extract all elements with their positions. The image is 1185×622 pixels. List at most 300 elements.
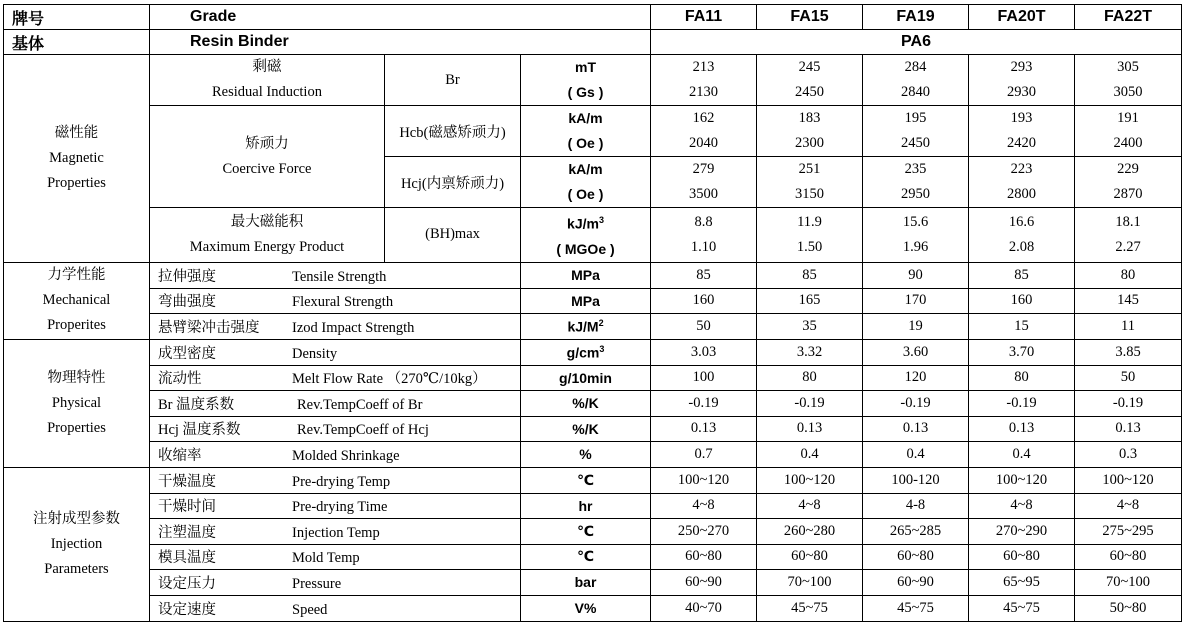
value-text: 4~8 bbox=[1116, 497, 1140, 514]
property-name bbox=[150, 595, 521, 621]
property-name-en: Rev.TempCoeff of Hcj bbox=[297, 422, 429, 439]
value-text: 85 bbox=[1014, 266, 1029, 283]
value-cell-line: 193 bbox=[1010, 110, 1033, 126]
value-cell bbox=[863, 493, 969, 518]
mechanical-group-label bbox=[4, 262, 150, 339]
value-cell bbox=[1075, 544, 1182, 569]
table-row bbox=[4, 493, 1182, 518]
value-cell-line: 251 bbox=[798, 161, 821, 177]
value-cell-line: 229 bbox=[1117, 161, 1139, 177]
value-text: 3.03 bbox=[690, 343, 717, 360]
value-cell bbox=[1075, 365, 1182, 390]
value-cell bbox=[863, 157, 969, 208]
value-text: 270~290 bbox=[995, 522, 1048, 539]
property-name-zh: Hcj 温度系数 bbox=[158, 422, 241, 439]
value-cell bbox=[969, 544, 1075, 569]
unit-cell bbox=[521, 416, 651, 441]
unit-cell bbox=[521, 441, 651, 467]
value-cell bbox=[651, 518, 757, 544]
property-name-en: Melt Flow Rate （270℃/10kg） bbox=[292, 371, 487, 388]
value-text: 35 bbox=[802, 317, 817, 334]
value-cell-line: 2950 bbox=[901, 186, 931, 202]
unit-text: %/K bbox=[572, 395, 599, 412]
value-text: 0.4 bbox=[800, 445, 819, 462]
value-cell bbox=[863, 262, 969, 288]
value-cell-line: 1.10 bbox=[690, 238, 717, 255]
value-cell bbox=[1075, 416, 1182, 441]
property-name-en: Rev.TempCoeff of Br bbox=[297, 396, 423, 413]
value-cell-line: 2400 bbox=[1113, 135, 1143, 151]
value-text: 0.7 bbox=[694, 445, 713, 462]
property-name bbox=[150, 288, 521, 313]
unit-text: % bbox=[579, 446, 592, 463]
unit-text: ( Oe ) bbox=[567, 186, 604, 202]
value-text: 0.4 bbox=[1012, 445, 1031, 462]
unit-cell bbox=[521, 467, 651, 493]
unit-text: V% bbox=[574, 600, 597, 617]
property-name-zh: 干燥时间 bbox=[158, 499, 216, 516]
value-cell bbox=[651, 569, 757, 595]
value-text: 15 bbox=[1014, 317, 1029, 334]
property-name bbox=[150, 365, 521, 390]
value-text: 85 bbox=[696, 266, 711, 283]
value-text: 0.13 bbox=[796, 420, 823, 437]
value-cell bbox=[651, 339, 757, 365]
value-cell-line: 2450 bbox=[795, 84, 825, 100]
property-name-line: 剩磁 bbox=[252, 59, 282, 75]
value-cell bbox=[651, 288, 757, 313]
value-text: 60~80 bbox=[1003, 548, 1040, 565]
unit-superscript: 3 bbox=[599, 343, 605, 354]
binder-label-zh: 基体 bbox=[4, 30, 150, 55]
value-text: -0.19 bbox=[900, 394, 931, 411]
value-text: 100~120 bbox=[677, 471, 730, 488]
grade-name: FA20T bbox=[969, 5, 1075, 30]
value-cell-line: 3500 bbox=[689, 186, 719, 202]
value-text: 4-8 bbox=[905, 497, 926, 514]
value-cell bbox=[757, 313, 863, 339]
group-name-en: Properties bbox=[47, 419, 106, 436]
value-cell bbox=[757, 544, 863, 569]
value-text: 45~75 bbox=[791, 599, 828, 616]
value-cell bbox=[863, 390, 969, 416]
value-cell bbox=[1075, 55, 1182, 106]
unit-text: hr bbox=[578, 497, 593, 514]
unit-text: MPa bbox=[571, 267, 600, 284]
value-text: 60~80 bbox=[791, 548, 828, 565]
value-cell-line: 2450 bbox=[901, 135, 931, 151]
grade-name: FA15 bbox=[757, 5, 863, 30]
unit-text: ( MGOe ) bbox=[556, 240, 615, 257]
value-cell-line: 2040 bbox=[689, 135, 719, 151]
unit-line bbox=[521, 208, 650, 237]
value-cell-line: 3150 bbox=[795, 186, 825, 202]
value-cell bbox=[1075, 595, 1182, 621]
property-name bbox=[150, 467, 521, 493]
unit-cell bbox=[521, 157, 651, 208]
value-text: 60~80 bbox=[685, 548, 722, 565]
value-text: -0.19 bbox=[688, 394, 719, 411]
value-cell bbox=[757, 569, 863, 595]
table-row bbox=[4, 569, 1182, 595]
value-cell bbox=[1075, 518, 1182, 544]
unit-line bbox=[521, 55, 650, 80]
value-cell bbox=[1075, 157, 1182, 208]
group-name-en: Properties bbox=[47, 174, 106, 191]
group-name-zh: 注射成型参数 bbox=[33, 510, 120, 527]
value-text: 145 bbox=[1117, 292, 1139, 309]
group-name-en: Magnetic bbox=[49, 149, 104, 166]
unit-text: %/K bbox=[572, 420, 599, 437]
value-cell bbox=[1075, 313, 1182, 339]
value-cell bbox=[1075, 208, 1182, 263]
property-name bbox=[150, 441, 521, 467]
value-text: 165 bbox=[798, 292, 821, 309]
value-text: 265~285 bbox=[889, 522, 942, 539]
value-text: 3.85 bbox=[1115, 343, 1141, 360]
table-row bbox=[4, 365, 1182, 390]
value-cell bbox=[969, 106, 1075, 157]
unit-cell bbox=[521, 55, 651, 106]
value-cell-line: 2420 bbox=[1007, 135, 1037, 151]
value-cell-line: 16.6 bbox=[1008, 213, 1035, 230]
property-name-en: Izod Impact Strength bbox=[292, 319, 415, 336]
value-cell-line: 3050 bbox=[1113, 84, 1143, 100]
value-cell-line: 284 bbox=[904, 59, 927, 75]
table-row bbox=[4, 518, 1182, 544]
value-cell-line: 2130 bbox=[689, 84, 719, 100]
value-text: 4~8 bbox=[692, 497, 715, 514]
property-name-zh: 拉伸强度 bbox=[158, 268, 216, 285]
value-text: 160 bbox=[1010, 292, 1033, 309]
unit-line bbox=[521, 157, 650, 182]
value-cell-line: 2.08 bbox=[1008, 238, 1035, 255]
table-row bbox=[4, 55, 1182, 106]
value-cell bbox=[1075, 339, 1182, 365]
grade-label-zh: 牌号 bbox=[4, 5, 150, 30]
value-cell-line: 2.27 bbox=[1115, 238, 1141, 255]
property-symbol bbox=[385, 208, 521, 263]
value-text: 120 bbox=[904, 369, 927, 386]
value-cell bbox=[757, 467, 863, 493]
property-name-zh: 弯曲强度 bbox=[158, 294, 216, 311]
value-cell bbox=[1075, 493, 1182, 518]
value-text: 60~80 bbox=[1109, 548, 1147, 565]
value-cell bbox=[863, 339, 969, 365]
value-cell-line: 183 bbox=[798, 110, 821, 126]
property-name-zh: 设定压力 bbox=[158, 575, 216, 592]
property-name-en: Density bbox=[292, 345, 338, 362]
value-cell-line: 2930 bbox=[1007, 84, 1037, 100]
value-cell bbox=[651, 106, 757, 157]
property-name-zh: 成型密度 bbox=[158, 345, 216, 362]
value-cell bbox=[863, 416, 969, 441]
unit-text: kJ/m bbox=[567, 215, 599, 232]
value-cell bbox=[969, 493, 1075, 518]
value-text: 3.60 bbox=[902, 343, 929, 360]
unit-text: kA/m bbox=[568, 110, 603, 126]
value-cell-line: 279 bbox=[692, 161, 715, 177]
property-name-en: Pre-drying Temp bbox=[292, 473, 391, 490]
value-cell-line: 223 bbox=[1010, 161, 1033, 177]
value-cell-line: 2840 bbox=[901, 84, 931, 100]
value-text: 100 bbox=[692, 369, 715, 386]
value-cell bbox=[969, 55, 1075, 106]
value-text: 100-120 bbox=[891, 471, 940, 488]
value-cell bbox=[757, 441, 863, 467]
value-cell bbox=[651, 416, 757, 441]
grade-name: FA19 bbox=[863, 5, 969, 30]
value-cell bbox=[1075, 288, 1182, 313]
value-text: 0.13 bbox=[1115, 420, 1141, 437]
group-name-en: Mechanical bbox=[42, 292, 111, 309]
unit-text: ( Gs ) bbox=[567, 84, 604, 100]
property-name bbox=[150, 493, 521, 518]
value-cell bbox=[757, 339, 863, 365]
unit-cell bbox=[521, 262, 651, 288]
value-cell bbox=[863, 208, 969, 263]
physical-group-label bbox=[4, 339, 150, 467]
value-cell bbox=[757, 390, 863, 416]
value-cell bbox=[651, 493, 757, 518]
property-name-zh: 注塑温度 bbox=[158, 524, 216, 541]
unit-cell bbox=[521, 106, 651, 157]
unit-text: bar bbox=[574, 574, 597, 591]
property-name-line: 矫顽力 bbox=[245, 135, 289, 152]
value-text: 100~120 bbox=[1102, 471, 1154, 488]
value-cell bbox=[757, 365, 863, 390]
property-name-zh: 悬臂梁冲击强度 bbox=[158, 319, 260, 336]
table-row bbox=[4, 313, 1182, 339]
magnetic-group-label bbox=[4, 55, 150, 263]
value-text: 45~75 bbox=[1003, 599, 1040, 616]
value-cell bbox=[651, 441, 757, 467]
unit-cell bbox=[521, 595, 651, 621]
value-cell bbox=[969, 288, 1075, 313]
property-name-zh: 干燥温度 bbox=[158, 473, 216, 490]
value-cell bbox=[651, 55, 757, 106]
unit-cell bbox=[521, 288, 651, 313]
table-row bbox=[4, 544, 1182, 569]
value-cell bbox=[863, 595, 969, 621]
value-cell-line: 245 bbox=[798, 59, 821, 75]
property-name-line: Maximum Energy Product bbox=[189, 238, 345, 255]
property-name bbox=[150, 390, 521, 416]
property-name-zh: 收缩率 bbox=[158, 447, 202, 464]
value-cell bbox=[651, 544, 757, 569]
unit-cell bbox=[521, 493, 651, 518]
value-cell bbox=[651, 365, 757, 390]
value-text: 11 bbox=[1121, 317, 1135, 334]
value-cell bbox=[863, 365, 969, 390]
property-name-en: Tensile Strength bbox=[292, 268, 387, 285]
property-name-en: Pre-drying Time bbox=[292, 499, 388, 516]
value-text: 85 bbox=[802, 266, 817, 283]
table-row bbox=[4, 262, 1182, 288]
value-text: 3.70 bbox=[1008, 343, 1035, 360]
value-cell bbox=[651, 313, 757, 339]
value-cell-line: 8.8 bbox=[694, 213, 713, 230]
table-body bbox=[4, 5, 1182, 622]
value-cell bbox=[969, 157, 1075, 208]
value-text: 19 bbox=[908, 317, 923, 334]
unit-text: g/cm bbox=[566, 344, 600, 361]
group-name-en: Parameters bbox=[44, 560, 109, 577]
property-name-line: Coercive Force bbox=[222, 160, 312, 177]
value-text: 0.13 bbox=[690, 420, 717, 437]
value-cell bbox=[651, 262, 757, 288]
property-symbol-text: Hcj(内禀矫顽力) bbox=[400, 175, 505, 192]
value-cell bbox=[969, 390, 1075, 416]
property-name-en: Speed bbox=[292, 601, 328, 618]
property-symbol-text: Br bbox=[445, 71, 460, 88]
value-text: 65~95 bbox=[1003, 573, 1040, 590]
value-cell bbox=[863, 569, 969, 595]
value-cell bbox=[757, 416, 863, 441]
value-cell bbox=[757, 288, 863, 313]
injection-group-label bbox=[4, 467, 150, 621]
value-text: 260~280 bbox=[783, 522, 836, 539]
value-text: 160 bbox=[692, 292, 715, 309]
unit-text: ℃ bbox=[577, 471, 594, 488]
value-cell-line: 305 bbox=[1117, 59, 1139, 75]
value-cell-line: 2800 bbox=[1007, 186, 1037, 202]
property-name-en: Mold Temp bbox=[292, 550, 360, 567]
value-cell bbox=[863, 518, 969, 544]
property-name-en: Pressure bbox=[292, 575, 342, 592]
value-cell bbox=[969, 518, 1075, 544]
value-text: 100~120 bbox=[783, 471, 836, 488]
unit-text: kJ/M bbox=[567, 318, 599, 335]
value-cell bbox=[969, 416, 1075, 441]
value-cell bbox=[1075, 569, 1182, 595]
value-cell bbox=[863, 441, 969, 467]
value-cell-line: 1.50 bbox=[796, 238, 823, 255]
value-cell bbox=[757, 106, 863, 157]
table-row bbox=[4, 441, 1182, 467]
value-text: 170 bbox=[904, 292, 927, 309]
value-cell-line: 11.9 bbox=[797, 213, 822, 230]
table-row bbox=[4, 339, 1182, 365]
unit-cell bbox=[521, 208, 651, 263]
value-cell bbox=[969, 365, 1075, 390]
value-text: 250~270 bbox=[677, 522, 730, 539]
value-text: 80 bbox=[1014, 369, 1029, 386]
table-row bbox=[4, 416, 1182, 441]
unit-text: MPa bbox=[571, 292, 600, 309]
value-text: 70~100 bbox=[787, 573, 832, 590]
property-name bbox=[150, 208, 385, 263]
unit-cell bbox=[521, 518, 651, 544]
value-cell-line: 1.96 bbox=[902, 238, 929, 255]
value-cell bbox=[757, 493, 863, 518]
table-row bbox=[4, 390, 1182, 416]
value-cell bbox=[863, 467, 969, 493]
value-text: 70~100 bbox=[1105, 573, 1151, 590]
value-cell bbox=[651, 390, 757, 416]
value-cell bbox=[969, 569, 1075, 595]
group-name-en: Properites bbox=[47, 317, 106, 334]
value-cell-line: 18.1 bbox=[1115, 213, 1141, 230]
unit-cell bbox=[521, 365, 651, 390]
property-name bbox=[150, 55, 385, 106]
value-cell bbox=[651, 157, 757, 208]
property-name bbox=[150, 416, 521, 441]
value-cell bbox=[757, 55, 863, 106]
property-name-en: Molded Shrinkage bbox=[292, 447, 400, 464]
value-cell bbox=[969, 313, 1075, 339]
grade-label-en: Grade bbox=[150, 5, 651, 30]
value-cell bbox=[863, 288, 969, 313]
value-text: 80 bbox=[1120, 266, 1136, 283]
unit-text: mT bbox=[575, 59, 596, 75]
property-name bbox=[150, 262, 521, 288]
value-text: 100~120 bbox=[995, 471, 1048, 488]
unit-cell bbox=[521, 313, 651, 339]
value-text: 0.3 bbox=[1118, 445, 1138, 462]
property-symbol-text: Hcb(磁感矫顽力) bbox=[399, 124, 506, 141]
property-name bbox=[150, 544, 521, 569]
property-name-en: Injection Temp bbox=[292, 524, 380, 541]
property-symbol bbox=[385, 55, 521, 106]
table-row bbox=[4, 288, 1182, 313]
grade-name: FA11 bbox=[651, 5, 757, 30]
value-cell-line: 213 bbox=[692, 59, 715, 75]
value-text: -0.19 bbox=[794, 394, 825, 411]
group-name-en: Injection bbox=[50, 535, 103, 552]
value-text: 4~8 bbox=[1010, 497, 1033, 514]
value-text: 0.13 bbox=[902, 420, 929, 437]
value-text: 0.4 bbox=[906, 445, 925, 462]
value-cell bbox=[757, 262, 863, 288]
value-cell bbox=[969, 441, 1075, 467]
property-name bbox=[150, 106, 385, 208]
property-name bbox=[150, 518, 521, 544]
value-text: 3.32 bbox=[796, 343, 823, 360]
value-text: -0.19 bbox=[1006, 394, 1037, 411]
table-row bbox=[4, 208, 1182, 263]
value-cell bbox=[757, 518, 863, 544]
value-text: 50 bbox=[696, 317, 711, 334]
value-cell bbox=[969, 595, 1075, 621]
binder-header-row bbox=[4, 30, 1182, 55]
value-cell bbox=[1075, 441, 1182, 467]
value-cell bbox=[651, 467, 757, 493]
value-cell-line: 293 bbox=[1010, 59, 1033, 75]
unit-cell bbox=[521, 569, 651, 595]
property-name-en: Flexural Strength bbox=[292, 294, 394, 311]
value-cell bbox=[1075, 390, 1182, 416]
value-text: 80 bbox=[802, 369, 817, 386]
value-cell bbox=[651, 208, 757, 263]
table-row bbox=[4, 106, 1182, 157]
value-cell-line: 235 bbox=[904, 161, 927, 177]
property-name-zh: Br 温度系数 bbox=[158, 396, 235, 413]
value-text: 60~80 bbox=[897, 548, 934, 565]
value-text: 90 bbox=[908, 266, 923, 283]
value-cell bbox=[969, 339, 1075, 365]
value-cell-line: 15.6 bbox=[902, 213, 929, 230]
unit-superscript: 2 bbox=[598, 317, 604, 328]
property-name-line: Residual Induction bbox=[212, 84, 322, 100]
unit-text: ℃ bbox=[577, 548, 594, 565]
value-text: 50 bbox=[1120, 369, 1136, 386]
group-name-zh: 磁性能 bbox=[54, 124, 99, 141]
unit-line bbox=[521, 106, 650, 131]
value-text: 50~80 bbox=[1109, 599, 1147, 616]
value-cell bbox=[863, 544, 969, 569]
property-name-zh: 流动性 bbox=[158, 371, 202, 388]
